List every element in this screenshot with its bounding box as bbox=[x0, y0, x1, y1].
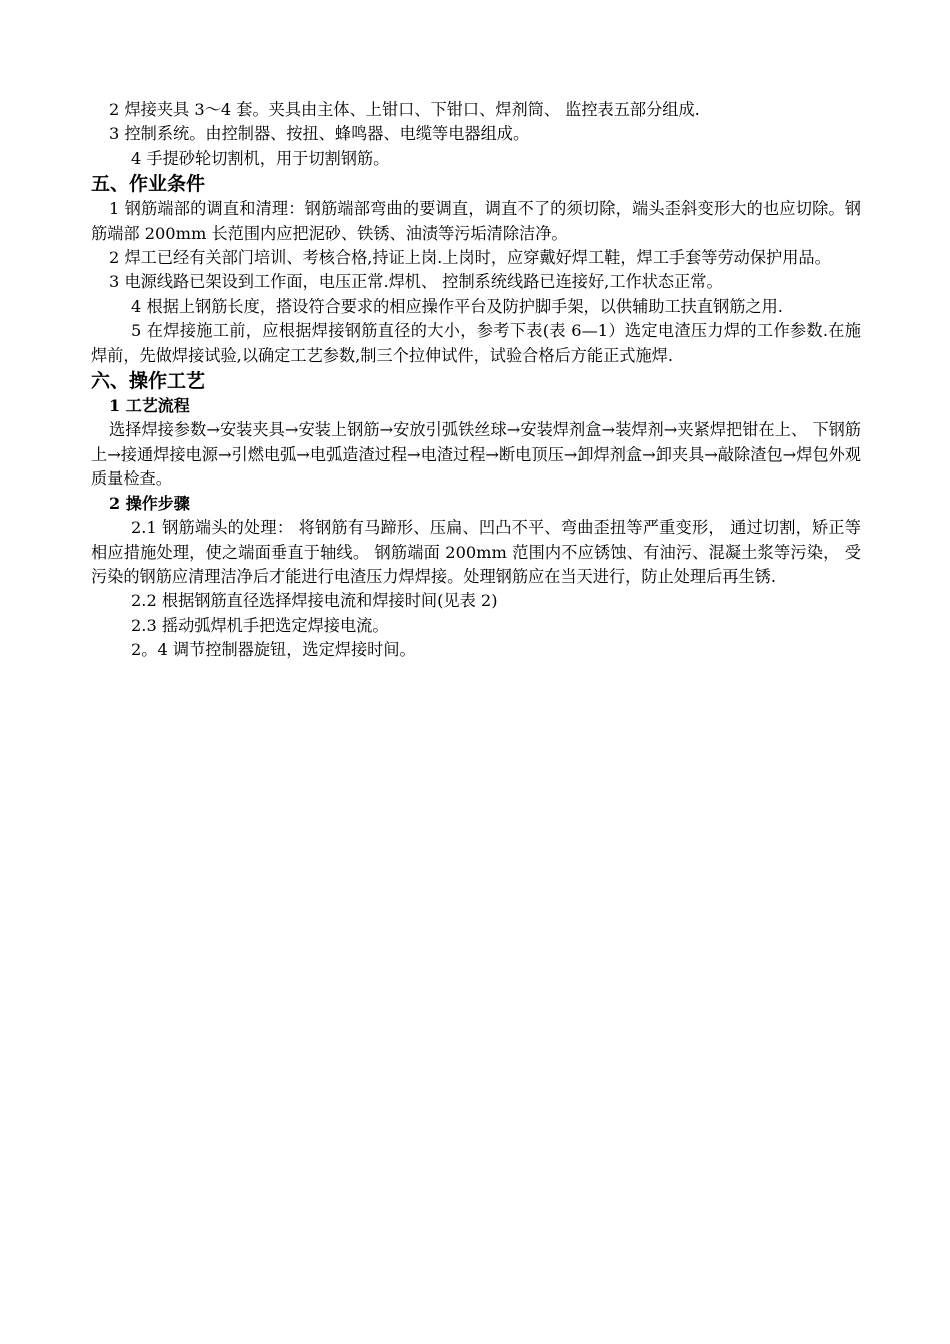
section-heading-operation-process: 六、操作工艺 bbox=[91, 370, 206, 393]
process-flow-text: 选择焊接参数→安装夹具→安装上钢筋→安放引弧铁丝球→安装焊剂盒→装焊剂→夹紧焊把钳在上、 下钢筋上→接通焊接电源→引燃电弧→电弧造渣过程→电渣过程→断电顶压→卸焊剂盒→卸夹具→敲除渣包→焊包外观质量检查。 bbox=[91, 420, 861, 489]
step-2-1: 2.1 钢筋端头的处理： 将钢筋有马蹄形、压扁、凹凸不平、弯曲歪扭等严重变形， 通过切割，矫正等相应措施处理，使之端面垂直于轴线。 钢筋端面 200mm 范围内不应锈蚀、有油污、混凝土浆等污染， 受污染的钢筋应清理洁净后才能进行电渣压力焊焊接。处理钢筋应在当天进行，防止处理后再生锈. bbox=[91, 518, 861, 586]
condition-item-5: 5 在焊接施工前，应根据焊接钢筋直径的大小，参考下表(表 6—1）选定电渣压力焊的工作参数.在施焊前，先做焊接试验,以确定工艺参数,制三个拉伸试件，试验合格后方能正式施焊. bbox=[91, 321, 861, 365]
document-page bbox=[91, 98, 861, 663]
condition-item-3: 3 电源线路已架设到工作面，电压正常.焊机、 控制系统线路已连接好,工作状态正常。 bbox=[109, 272, 723, 292]
subheading-operation-steps: 2 操作步骤 bbox=[109, 493, 190, 513]
step-2-3: 2.3 摇动弧焊机手把选定焊接电流。 bbox=[131, 615, 389, 635]
equipment-item-3: 3 控制系统。由控制器、按扭、蜂鸣器、电缆等电器组成。 bbox=[109, 124, 530, 144]
equipment-item-4: 4 手提砂轮切割机，用于切割钢筋。 bbox=[131, 148, 390, 168]
equipment-item-2: 2 焊接夹具 3～4 套。夹具由主体、上钳口、下钳口、焊剂筒、 监控表五部分组成. bbox=[109, 100, 700, 119]
condition-item-1: 1 钢筋端部的调直和清理：钢筋端部弯曲的要调直，调直不了的须切除，端头歪斜变形大的也应切除。钢筋端部 200mm 长范围内应把泥砂、铁锈、油渍等污垢清除洁净。 bbox=[91, 199, 861, 243]
step-2-2: 2.2 根据钢筋直径选择焊接电流和焊接时间(见表 2) bbox=[131, 591, 498, 611]
section-heading-work-conditions: 五、作业条件 bbox=[91, 173, 206, 196]
condition-item-4: 4 根据上钢筋长度，搭设符合要求的相应操作平台及防护脚手架，以供辅助工扶直钢筋之用. bbox=[131, 296, 783, 316]
step-2-4: 2。4 调节控制器旋钮，选定焊接时间。 bbox=[131, 640, 416, 660]
subheading-process-flow: 1 工艺流程 bbox=[109, 396, 190, 416]
condition-item-2: 2 焊工已经有关部门培训、考核合格,持证上岗.上岗时，应穿戴好焊工鞋，焊工手套等劳动保护用品。 bbox=[109, 248, 831, 268]
